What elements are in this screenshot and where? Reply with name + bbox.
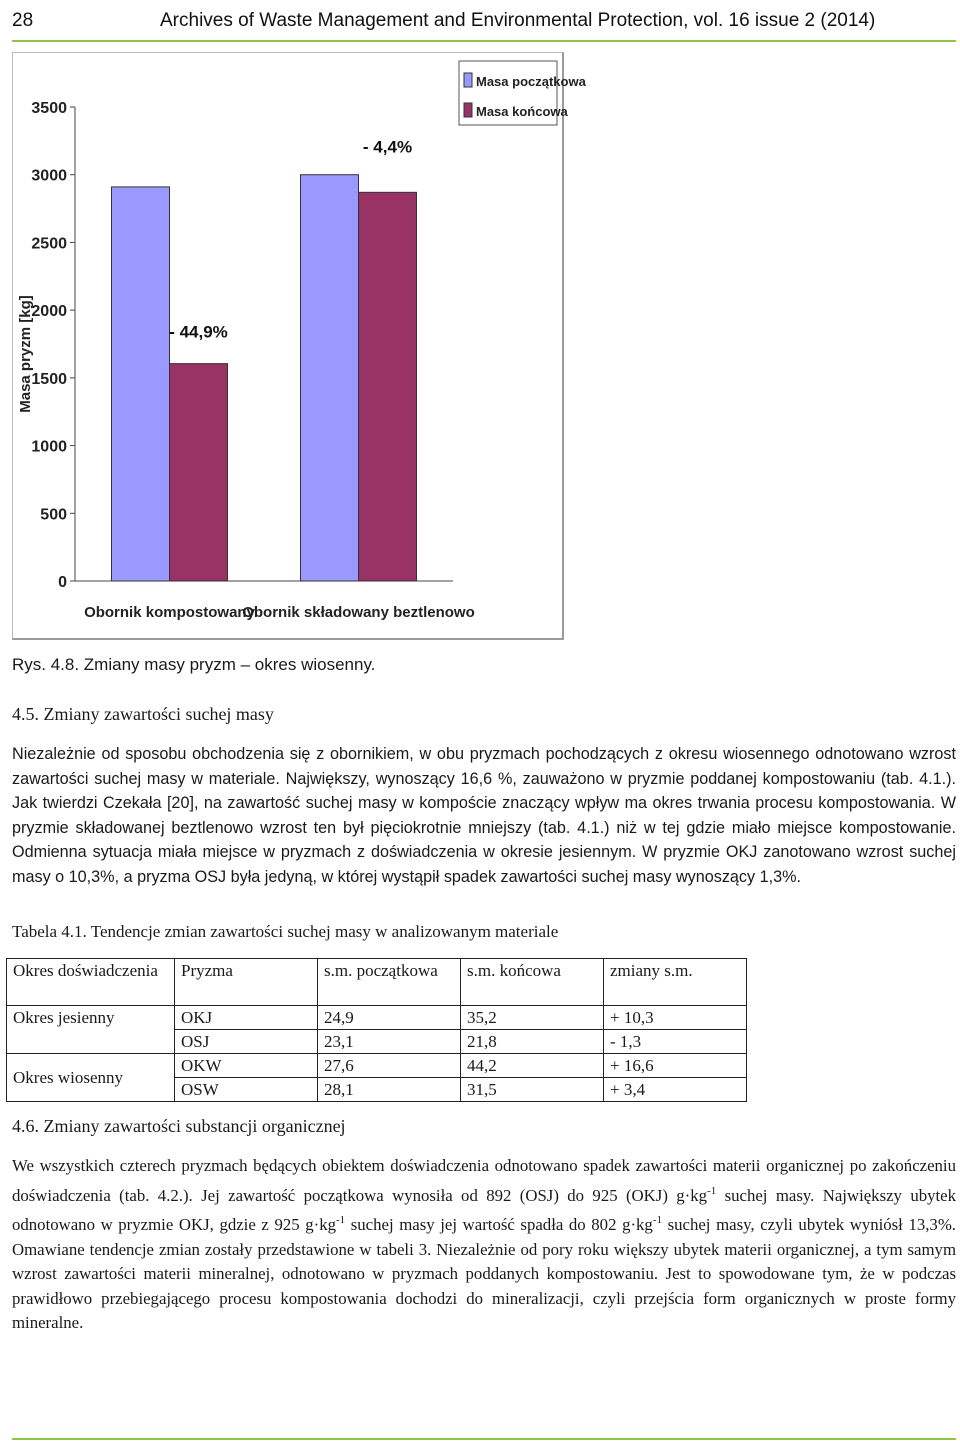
page-header xyxy=(12,8,956,42)
y-axis-title: Masa pryzm [kg] xyxy=(17,295,34,413)
y-tick-label: 1000 xyxy=(31,438,67,456)
figure-caption: Rys. 4.8. Zmiany masy pryzm – okres wiosenny. xyxy=(12,655,376,674)
paragraph-text: We wszystkich czterech pryzmach będących obiektem doświadczenia odnotowano spadek zawartości materii organicznej po zakończeniu doświadczenia (tab. 4.2.). Jej zawartość początkowa wynosiła od 892 (OSJ) do 925 (OKJ) g·kg xyxy=(12,1156,956,1205)
superscript: -1 xyxy=(707,1184,717,1197)
table-cell: 24,9 xyxy=(318,1006,461,1030)
header-cell: s.m. końcowa xyxy=(461,959,604,1006)
group-cell: Okres wiosenny xyxy=(7,1054,175,1102)
legend-label: Masa początkowa xyxy=(476,74,586,89)
table-caption: Tabela 4.1. Tendencje zmian zawartości suchej masy w analizowanym materiale xyxy=(12,922,559,941)
bar-final-1 xyxy=(359,192,417,581)
footer-rule xyxy=(12,1438,956,1440)
table-cell: + 3,4 xyxy=(604,1078,747,1102)
legend-swatch xyxy=(464,73,472,87)
x-category-label: Obornik składowany beztlenowo xyxy=(242,604,475,621)
table-cell: + 10,3 xyxy=(604,1006,747,1030)
chart-figure xyxy=(12,52,586,640)
section-heading-4-6: 4.6. Zmiany zawartości substancji organicznej xyxy=(12,1116,346,1136)
table-row xyxy=(7,1006,747,1030)
bar-initial-1 xyxy=(301,175,359,581)
paragraph-text: suchej masy. Największy ubytek odnotowano w pryzmie OKJ, gdzie z 925 g·kg xyxy=(12,1185,956,1234)
y-tick-label: 2500 xyxy=(31,235,67,253)
superscript: -1 xyxy=(652,1214,662,1226)
bar-chart xyxy=(13,53,586,639)
header-cell: zmiany s.m. xyxy=(604,959,747,1006)
y-tick-label: 2000 xyxy=(31,303,67,321)
table-cell: OKW xyxy=(175,1054,318,1078)
paragraph-text: suchej masy, czyli ubytek wyniósł 13,3%. Omawiane tendencje zmian zostały przedstawione w tabeli 3. Niezależnie od pory roku większy ubytek materii organicznej, a tym samym wzrost zawartości materii mineralnej, odnotowano w pryzmach poddanych kompostowaniu. Jest to spowodowane tym, że w podczas prawidłowo przebiegającego procesu kompostowania dochodzi do mineralizacji, czyli przejścia form organicznych w proste formy mineralne. xyxy=(12,1215,956,1332)
table-cell: OKJ xyxy=(175,1006,318,1030)
header-cell: Pryzma xyxy=(175,959,318,1006)
y-tick-label: 500 xyxy=(40,506,67,524)
bar-initial-0 xyxy=(112,187,170,581)
table-cell: 27,6 xyxy=(318,1054,461,1078)
superscript: -1 xyxy=(335,1214,346,1226)
header-rule xyxy=(12,40,956,42)
bar-final-0 xyxy=(170,364,228,581)
y-tick-label: 0 xyxy=(58,574,67,591)
table-cell: 31,5 xyxy=(461,1078,604,1102)
table-cell: + 16,6 xyxy=(604,1054,747,1078)
y-tick-label: 3000 xyxy=(31,167,67,185)
table-cell: OSJ xyxy=(175,1030,318,1054)
group-cell: Okres jesienny xyxy=(7,1006,175,1054)
table-cell: 21,8 xyxy=(461,1030,604,1054)
percent-change-annotation: - 4,4% xyxy=(362,137,413,157)
section-heading-4-5: 4.5. Zmiany zawartości suchej masy xyxy=(12,704,274,724)
legend-label: Masa końcowa xyxy=(476,104,568,119)
journal-title: Archives of Waste Management and Environmental Protection, vol. 16 issue 2 (2014) xyxy=(160,10,876,31)
table-cell: OSW xyxy=(175,1078,318,1102)
table-cell: 28,1 xyxy=(318,1078,461,1102)
section-4-5-paragraph: Niezależnie od sposobu obchodzenia się z obornikiem, w obu pryzmach pochodzących z okresu wiosennego odnotowano wzrost zawartości suchej masy w materiale. Największy, wynoszący 16,6 %, zauważono w pryzmie poddanej kompostowaniu (tab. 4.1.). Jak twierdzi Czekała [20], na zawartość suchej masy w kompoście znaczący wpływ ma okres trwania procesu kompostowania. W pryzmie składowanej beztlenowo wzrost ten był pięciokrotnie mniejszy (tab. 4.1.) niż w tej gdzie miało miejsce kompostowanie. Odmienna sytuacja miała miejsce w pryzmach z doświadczenia w okresie jesiennym. W pryzmie OKJ zanotowano wzrost suchej masy o 10,3%, a pryzma OSJ była jedyną, w której wystąpił spadek zawartości suchej masy wynoszący 1,3%. xyxy=(12,745,956,886)
y-tick-label: 1500 xyxy=(31,370,67,388)
legend-swatch xyxy=(464,103,472,117)
percent-change-annotation: - 44,9% xyxy=(169,322,228,342)
paragraph-text: suchej masy jej wartość spadła do 802 g·kg xyxy=(345,1215,653,1234)
y-tick-label: 3500 xyxy=(31,100,67,117)
section-4-6-paragraph xyxy=(12,1154,956,1336)
dry-matter-table xyxy=(6,958,747,1102)
table-cell: 35,2 xyxy=(461,1006,604,1030)
header-cell: Okres doświadczenia xyxy=(7,959,175,1006)
table-header-row xyxy=(7,959,747,1006)
header-cell: s.m. początkowa xyxy=(318,959,461,1006)
page-number: 28 xyxy=(12,10,34,31)
table-cell: 44,2 xyxy=(461,1054,604,1078)
x-category-label: Obornik kompostowany xyxy=(84,604,255,621)
table-row xyxy=(7,1054,747,1078)
table-cell: 23,1 xyxy=(318,1030,461,1054)
table-cell: - 1,3 xyxy=(604,1030,747,1054)
